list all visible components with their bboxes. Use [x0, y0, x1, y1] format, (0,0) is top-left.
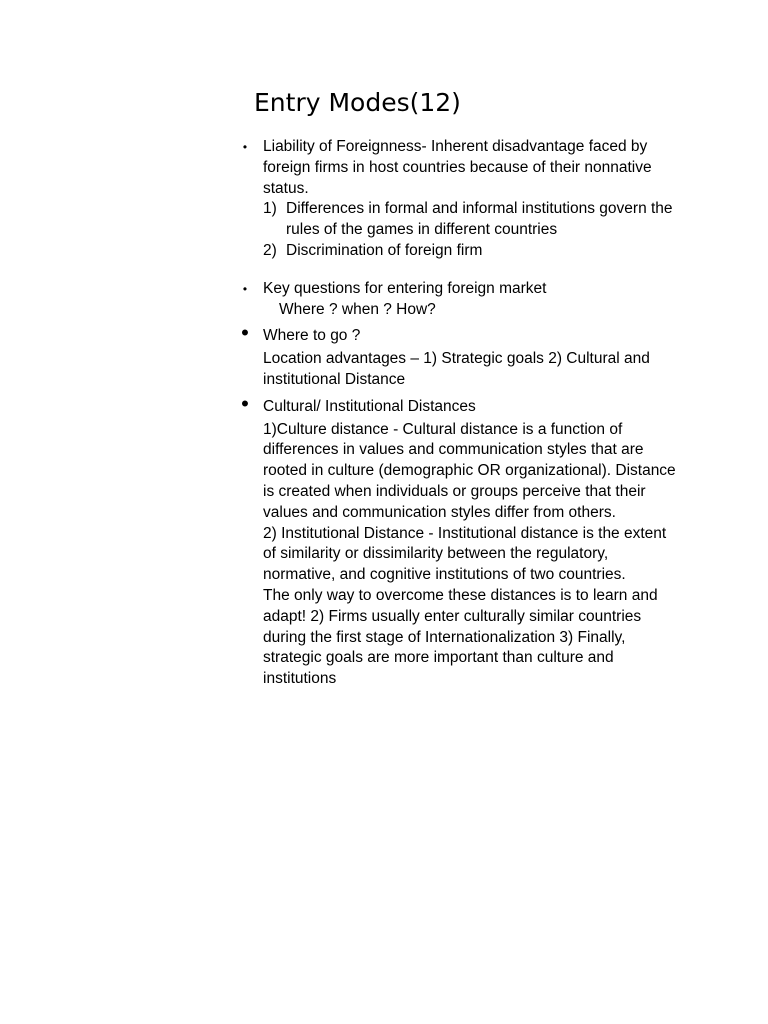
slide-body — [241, 137, 678, 690]
numbered-item-1 — [263, 199, 678, 241]
bullet-dot-icon: • — [242, 140, 248, 154]
numbered-item-2 — [263, 241, 678, 262]
bullet-text: Where to go ? — [263, 327, 361, 345]
item-number: 1) — [263, 200, 277, 218]
bullet-cultural-institutional-distances — [241, 390, 678, 690]
item-text: Differences in formal and informal institutions govern the rules of the games in different countries — [286, 200, 673, 239]
slide-title: Entry Modes(12) — [254, 88, 461, 117]
bullet-subtext: Where ? when ? How? — [279, 300, 436, 318]
bullet-liability-of-foreignness — [242, 137, 678, 262]
bullet-dot-icon: • — [242, 281, 248, 296]
bullet-text: Key questions for entering foreign market — [263, 279, 547, 297]
overcome-distances-paragraph: The only way to overcome these distances is to learn and adapt! 2) Firms usually enter culturally similar countries during the first stage of Internationalization 3) Finally, strategic goals are more important than culture and institutions — [263, 586, 658, 688]
culture-distance-paragraph: 1)Culture distance - Cultural distance is a function of differences in values and communication styles that are rooted in culture (demographic OR organizational). Distance is created when individuals or groups perceive that their values and communication styles differ from others. — [263, 420, 676, 521]
institutional-distance-paragraph: 2) Institutional Distance - Institutional distance is the extent of similarity or dissimilarity between the regulatory, normative, and cognitive institutions of two countries. — [263, 524, 667, 584]
bullet-key-questions — [242, 279, 678, 321]
item-text: Discrimination of foreign firm — [286, 241, 483, 259]
bullet-dot-icon: • — [241, 320, 249, 346]
bullet-paragraph: Location advantages – 1) Strategic goals 2) Cultural and institutional Distance — [263, 350, 650, 388]
item-number: 2) — [263, 241, 277, 259]
bullet-text: Cultural/ Institutional Distances — [263, 397, 476, 415]
bullet-dot-icon: • — [241, 390, 249, 416]
bullet-text: Liability of Foreignness- Inherent disadvantage faced by foreign firms in host countries because of their nonnative status. — [263, 138, 652, 197]
bullet-where-to-go — [241, 320, 678, 390]
